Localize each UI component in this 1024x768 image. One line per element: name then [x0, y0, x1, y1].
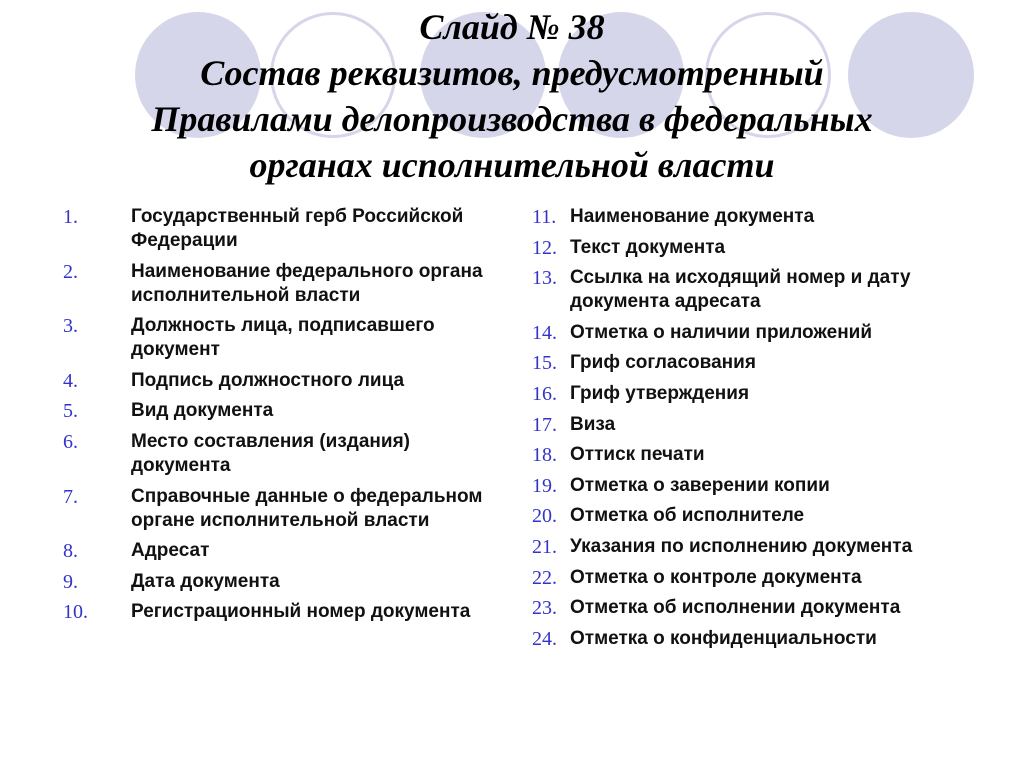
list-item: [532, 205, 972, 229]
item-number: 6.: [63, 430, 78, 453]
list-item: [63, 570, 513, 594]
list-item: [532, 596, 972, 620]
item-number: 17.: [532, 413, 557, 436]
item-number: 22.: [532, 566, 557, 589]
list-item: [63, 314, 513, 362]
item-text: Вид документа: [131, 400, 274, 422]
slide-title: [0, 4, 1024, 188]
list-item: [63, 399, 513, 423]
item-text: Регистрационный номер документа: [131, 601, 471, 623]
list-item: [532, 236, 972, 260]
list-item: [532, 535, 972, 559]
item-number: 21.: [532, 535, 557, 558]
list-item: [63, 600, 513, 624]
list-item: [532, 443, 972, 467]
item-text: Адресат: [131, 540, 210, 562]
title-line-4: органах исполнительной власти: [249, 145, 775, 185]
item-number: 16.: [532, 382, 557, 405]
item-number: 8.: [63, 540, 78, 563]
item-text: Оттиск печати: [570, 444, 705, 466]
item-text: Отметка об исполнении документа: [570, 597, 901, 619]
list-item: [532, 413, 972, 437]
title-line-1: Слайд № 38: [419, 7, 605, 47]
item-text: Государственный герб Российской Федерации: [131, 206, 464, 251]
item-number: 5.: [63, 400, 78, 423]
list-item: [532, 321, 972, 345]
item-number: 11.: [532, 206, 557, 228]
requisites-list-right: [532, 205, 972, 657]
item-number: 19.: [532, 474, 557, 497]
title-line-2: Состав реквизитов, предусмотренный: [200, 53, 824, 93]
list-item: [63, 485, 513, 533]
item-text: Отметка о заверении копии: [570, 474, 830, 496]
list-item: [63, 430, 513, 478]
requisites-list-left: [63, 205, 513, 631]
item-text: Справочные данные о федеральном органе исполнительной власти: [131, 485, 483, 531]
item-number: 20.: [532, 505, 557, 528]
item-number: 18.: [532, 444, 557, 467]
item-number: 14.: [532, 321, 557, 344]
list-item: [532, 382, 972, 406]
item-number: 23.: [532, 597, 557, 620]
item-number: 3.: [63, 315, 78, 338]
list-item: [63, 260, 513, 308]
item-text: Отметка об исполнителе: [570, 505, 805, 527]
item-number: 12.: [532, 236, 557, 259]
list-item: [532, 504, 972, 528]
item-text: Текст документа: [570, 236, 726, 258]
list-item: [63, 205, 513, 253]
item-text: Гриф утверждения: [570, 382, 750, 404]
item-text: Отметка о наличии приложений: [570, 321, 873, 343]
item-number: 4.: [63, 369, 78, 392]
list-item: [532, 266, 972, 314]
item-text: Виза: [570, 413, 616, 435]
item-text: Указания по исполнению документа: [570, 535, 913, 557]
list-item: [63, 369, 513, 393]
item-text: Ссылка на исходящий номер и дату документа адресата: [570, 267, 911, 313]
item-number: 7.: [63, 485, 78, 508]
item-text: Подпись должностного лица: [131, 369, 405, 391]
item-number: 24.: [532, 627, 557, 650]
title-line-3: Правилами делопроизводства в федеральных: [151, 99, 873, 139]
item-number: 13.: [532, 267, 557, 290]
item-text: Гриф согласования: [570, 352, 756, 374]
list-item: [532, 627, 972, 651]
item-text: Отметка о конфиденциальности: [570, 627, 877, 649]
list-item: [532, 474, 972, 498]
item-number: 9.: [63, 570, 78, 593]
item-text: Наименование федерального органа исполнительной власти: [131, 260, 483, 306]
item-number: 10.: [63, 601, 88, 624]
item-text: Должность лица, подписавшего документ: [131, 315, 435, 361]
item-number: 1.: [63, 206, 78, 228]
list-item: [532, 566, 972, 590]
item-text: Дата документа: [131, 570, 280, 592]
list-item: [532, 351, 972, 375]
item-number: 2.: [63, 260, 78, 283]
list-item: [63, 539, 513, 563]
item-number: 15.: [532, 352, 557, 375]
item-text: Место составления (издания) документа: [131, 430, 410, 476]
item-text: Отметка о контроле документа: [570, 566, 862, 588]
item-text: Наименование документа: [570, 206, 815, 227]
